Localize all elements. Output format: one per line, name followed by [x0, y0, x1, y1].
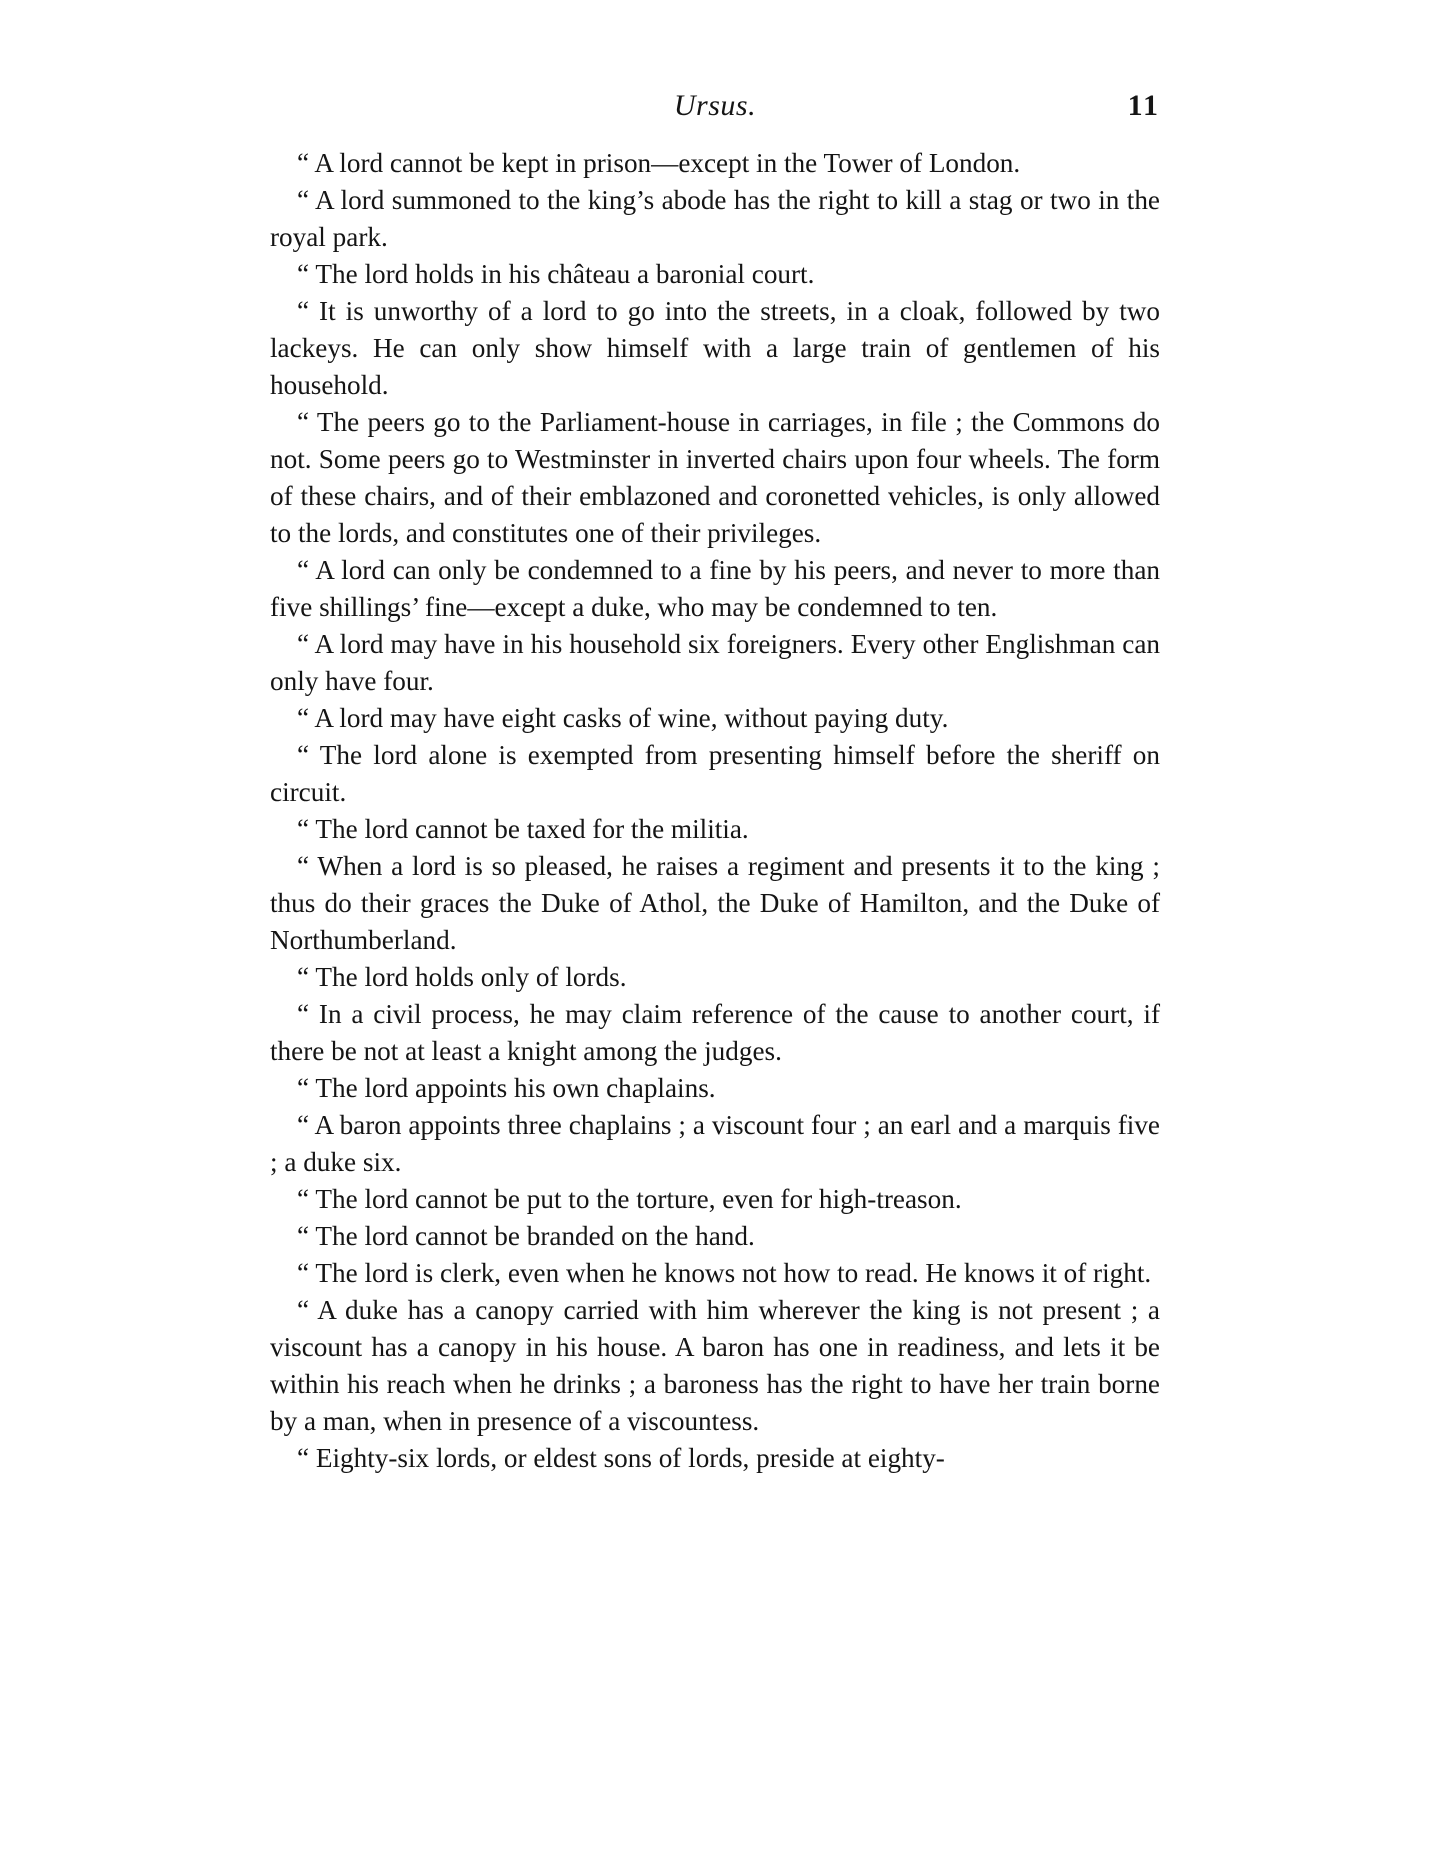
paragraph: “ The lord cannot be put to the torture, even for high-treason. — [297, 1184, 962, 1214]
paragraph: “ A lord summoned to the king’s abode has the right to kill a stag or two in the royal park. — [270, 185, 1160, 252]
paragraph: “ A baron appoints three chaplains ; a viscount four ; an earl and a marquis five ; a duke six. — [270, 1110, 1160, 1177]
paragraph: “ The peers go to the Parliament-house in carriages, in file ; the Commons do not. Some peers go to Westminster in inverted chairs upon four wheels. The form of these chairs, and of their emblazoned and coronetted vehicles, is only allowed to the lords, and constitutes one of their privileges. — [270, 407, 1160, 548]
page-number: 11 — [1127, 89, 1160, 122]
paragraph: “ In a civil process, he may claim reference of the cause to another court, if there be not at least a knight among the judges. — [270, 999, 1160, 1066]
running-title: Ursus. — [673, 89, 757, 122]
paragraph: “ The lord holds only of lords. — [297, 962, 627, 992]
paragraph: “ The lord alone is exempted from presenting himself before the sheriff on circuit. — [270, 740, 1160, 807]
paragraph: “ A duke has a canopy carried with him wherever the king is not present ; a viscount has a canopy in his house. A baron has one in readiness, and lets it be within his reach when he drinks ; a baroness has the right to have her train borne by a man, when in presence of a viscountess. — [270, 1295, 1160, 1436]
paragraph: “ A lord cannot be kept in prison—except in the Tower of London. — [297, 148, 1021, 178]
paragraph: “ When a lord is so pleased, he raises a regiment and presents it to the king ; thus do their graces the Duke of Athol, the Duke of Hamilton, and the Duke of Northumberland. — [270, 851, 1160, 955]
paragraph: “ A lord may have eight casks of wine, without paying duty. — [297, 703, 949, 733]
paragraph: “ The lord cannot be taxed for the militia. — [297, 814, 749, 844]
paragraph: “ The lord holds in his château a baronial court. — [297, 259, 815, 289]
paragraph: “ A lord can only be condemned to a fine by his peers, and never to more than five shillings’ fine—except a duke, who may be condemned to ten. — [270, 555, 1160, 622]
body-text — [270, 145, 1160, 1477]
paragraph: “ The lord cannot be branded on the hand. — [297, 1221, 755, 1251]
paragraph: “ Eighty-six lords, or eldest sons of lords, preside at eighty- — [297, 1443, 945, 1473]
page-header — [270, 86, 1160, 126]
paragraph: “ It is unworthy of a lord to go into the streets, in a cloak, followed by two lackeys. He can only show himself with a large train of gentlemen of his household. — [270, 296, 1160, 400]
paragraph: “ The lord is clerk, even when he knows not how to read. He knows it of right. — [297, 1258, 1152, 1288]
paragraph: “ A lord may have in his household six foreigners. Every other Englishman can only have four. — [270, 629, 1160, 696]
paragraph: “ The lord appoints his own chaplains. — [297, 1073, 716, 1103]
